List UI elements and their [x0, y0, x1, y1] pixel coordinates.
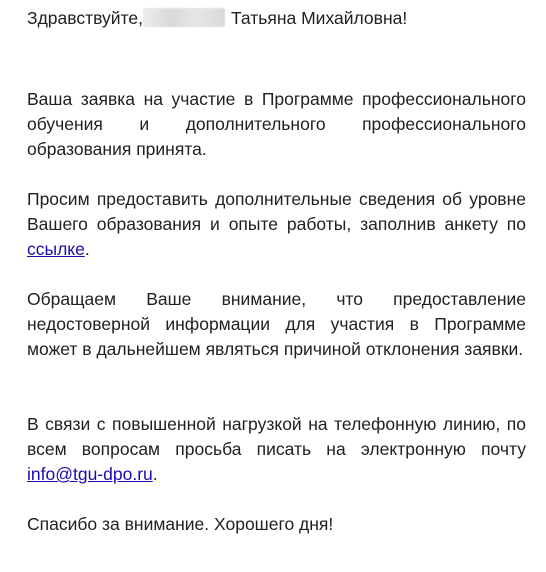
- paragraph-request-info: [27, 187, 526, 262]
- greeting-line: [27, 6, 526, 31]
- redacted-surname: [143, 8, 225, 27]
- paragraph-contact: [27, 412, 526, 487]
- paragraph-request-text: Просим предоставить дополнительные сведения об уровне Вашего образования и опыте работы, заполнив анкету по: [27, 189, 526, 234]
- greeting-name: Татьяна Михайловна!: [230, 8, 408, 28]
- paragraph-application-accepted: Ваша заявка на участие в Программе профессионального обучения и дополнительного профессионального образования принята.: [27, 89, 526, 159]
- paragraph-contact-text: В связи с повышенной нагрузкой на телефонную линию, по всем вопросам просьба писать на электронную почту: [27, 414, 526, 459]
- closing-line: Спасибо за внимание. Хорошего дня!: [27, 514, 334, 534]
- paragraph-contact-end: .: [152, 464, 158, 484]
- contact-email-link[interactable]: info@tgu-dpo.ru: [27, 464, 153, 484]
- paragraph-request-end: .: [84, 239, 90, 259]
- email-body: [27, 6, 526, 537]
- greeting-hello: Здравствуйте,: [27, 8, 143, 28]
- questionnaire-link[interactable]: ссылке: [27, 239, 85, 259]
- paragraph-notice: Обращаем Ваше внимание, что предоставление недостоверной информации для участия в Программе может в дальнейшем являться причиной отклонения заявки.: [27, 289, 526, 359]
